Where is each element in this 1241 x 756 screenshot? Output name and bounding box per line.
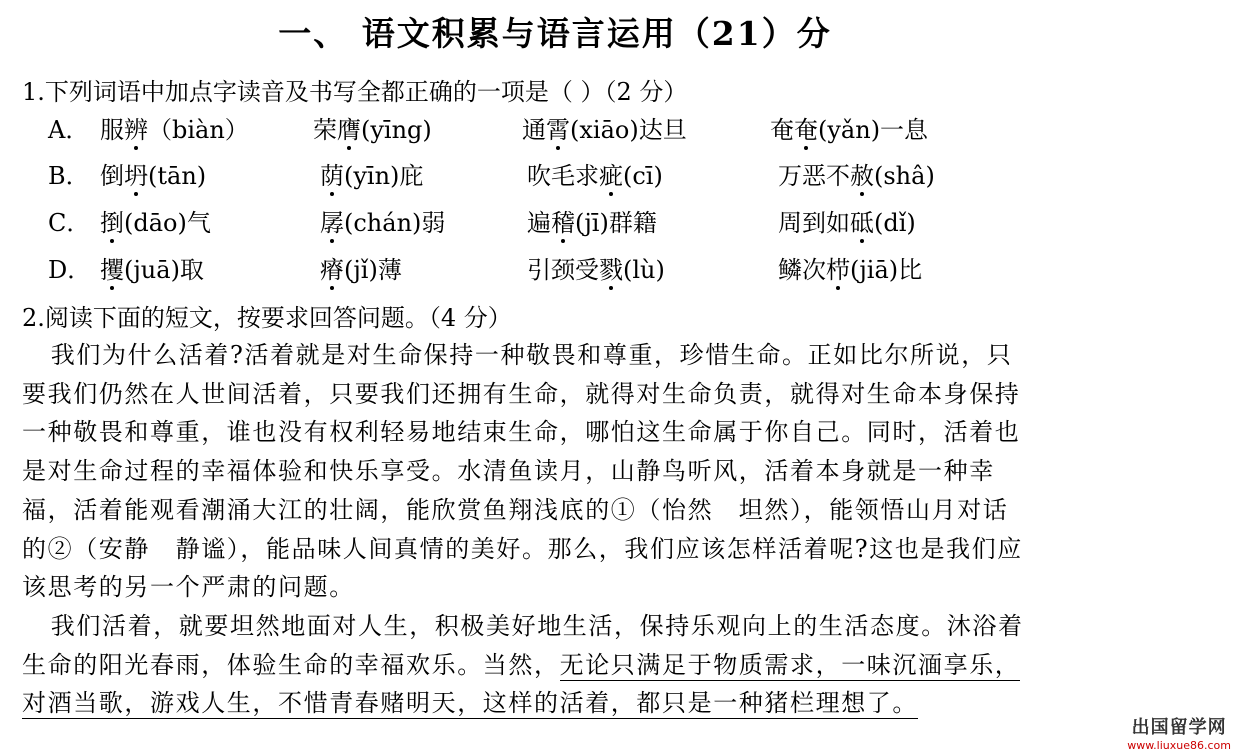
word-prefix: 通	[522, 116, 546, 144]
option-word	[778, 203, 916, 238]
dotted-character: 孱	[320, 209, 344, 237]
word-prefix: 遍	[527, 209, 551, 237]
dotted-character: 攫	[100, 256, 124, 284]
word-pinyin: (jī)群籍	[575, 209, 657, 237]
section-title: 一、 语文积累与语言运用（21）分	[278, 14, 832, 53]
dotted-character: 瘠	[320, 256, 344, 284]
passage-paragraph-2	[22, 607, 1032, 723]
option-word	[320, 203, 445, 238]
reading-passage	[22, 336, 1032, 723]
dotted-character: 捯	[100, 209, 124, 237]
dotted-character: 坍	[124, 162, 148, 190]
word-pinyin: (yīng)	[361, 116, 432, 144]
watermark-logo	[1127, 713, 1231, 752]
dotted-character: 稽	[551, 209, 575, 237]
passage-paragraph-2-plain: 我们活着，就要坦然地面对人生，积极美好地生活，保持乐观向上的生活态度。沐浴着生命的阳光春雨，体验生命的幸福欢乐。当然，	[22, 611, 1024, 679]
option-label: A．	[48, 116, 90, 144]
option-word	[770, 110, 928, 145]
question-1-stem: 1.下列词语中加点字读音及书写全都正确的一项是（ ）（2 分）	[22, 78, 688, 106]
underlined-sentence: 无论只满足于物质需求，一味沉湎享乐，对酒当歌，游戏人生，不惜青春赌明天，这样的活着，都只是一种猪栏理想了。	[22, 650, 1021, 718]
dotted-character: 赦	[850, 162, 874, 190]
option-label: D．	[48, 256, 92, 284]
word-prefix: 引颈受	[527, 256, 599, 284]
word-pinyin: (tān)	[148, 162, 207, 190]
option-label: B．	[48, 162, 90, 190]
dotted-character: 辨	[124, 116, 148, 144]
watermark-url: www.liuxue86.com	[1127, 739, 1231, 752]
option-word	[778, 156, 935, 191]
option-word	[100, 250, 204, 285]
word-pinyin: (cī)	[623, 162, 663, 190]
dotted-character: 砥	[850, 209, 874, 237]
word-pinyin: (xiāo)达旦	[570, 116, 687, 144]
word-pinyin: (juā)取	[124, 256, 204, 284]
word-prefix: 万恶不	[778, 162, 850, 190]
word-pinyin: (yǎn)一息	[818, 116, 929, 144]
option-word	[778, 250, 922, 285]
option-word	[527, 203, 657, 238]
option-label: C．	[48, 209, 91, 237]
word-pinyin: (lù)	[623, 256, 665, 284]
option-word	[522, 110, 687, 145]
option-word	[313, 110, 432, 145]
option-word	[320, 250, 402, 285]
dotted-character: 栉	[826, 256, 850, 284]
word-pinyin: (chán)弱	[344, 209, 446, 237]
question-2-stem: 2.阅读下面的短文，按要求回答问题。（4 分）	[22, 304, 512, 332]
option-word	[100, 110, 249, 145]
word-pinyin: （biàn）	[148, 116, 249, 144]
word-pinyin: (jiā)比	[850, 256, 923, 284]
passage-paragraph-1: 我们为什么活着?活着就是对生命保持一种敬畏和尊重，珍惜生命。正如比尔所说，只要我们仍然在人世间活着，只要我们还拥有生命，就得对生命负责，就得对生命本身保持一种敬畏和尊重，谁也没有权利轻易地结束生命，哪怕这生命属于你自己。同时，活着也是对生命过程的幸福体验和快乐享受。水清鱼读月，山静鸟听风，活着本身就是一种幸福，活着能观看潮涌大江的壮阔，能欣赏鱼翔浅底的①（怡然 坦然），能领悟山月对话的②（安静 静谧），能品味人间真情的美好。那么，我们应该怎样活着呢?这也是我们应该思考的另一个严肃的问题。	[22, 341, 1023, 602]
word-prefix: 服	[100, 116, 124, 144]
option-word	[100, 156, 206, 191]
word-pinyin: (dāo)气	[124, 209, 211, 237]
word-pinyin: (jǐ)薄	[344, 256, 402, 284]
dotted-character: 荫	[320, 162, 344, 190]
word-pinyin: (shâ)	[874, 162, 935, 190]
dotted-character: 奄	[794, 116, 818, 144]
dotted-character: 戮	[599, 256, 623, 284]
option-word	[320, 156, 423, 191]
dotted-character: 霄	[546, 116, 570, 144]
word-pinyin: (yīn)庇	[344, 162, 424, 190]
word-prefix: 周到如	[778, 209, 850, 237]
option-word	[100, 203, 211, 238]
watermark-name: 出国留学网	[1131, 717, 1227, 738]
word-pinyin: (dǐ)	[874, 209, 916, 237]
word-prefix: 鳞次	[778, 256, 826, 284]
word-prefix: 吹毛求	[527, 162, 599, 190]
option-word	[527, 156, 663, 191]
option-word	[527, 250, 665, 285]
word-prefix: 倒	[100, 162, 124, 190]
word-prefix: 荣	[313, 116, 337, 144]
dotted-character: 膺	[337, 116, 361, 144]
dotted-character: 疵	[599, 162, 623, 190]
word-prefix: 奄	[770, 116, 794, 144]
